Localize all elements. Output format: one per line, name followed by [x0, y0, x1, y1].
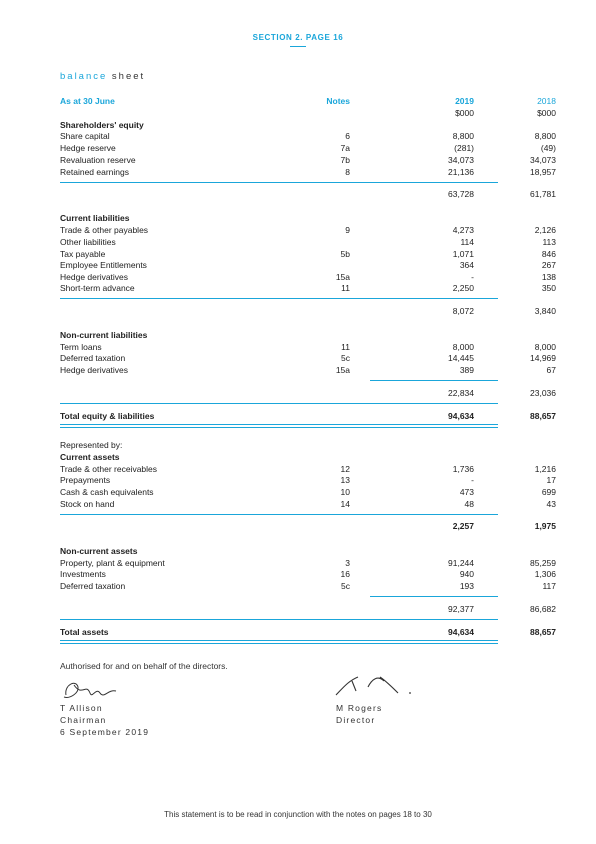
row-value-2019: 1,736 — [452, 464, 474, 474]
row-label: Other liabilities — [60, 237, 116, 247]
subtotal-row — [60, 188, 556, 200]
noncurrent-liabilities-heading — [60, 329, 498, 341]
row-value-2018: 699 — [541, 487, 556, 497]
row-note: 5b — [340, 249, 350, 259]
table-row — [60, 352, 556, 364]
section-label: Current assets — [60, 452, 120, 462]
unit-2018: $000 — [537, 108, 556, 118]
row-value-2018: 117 — [542, 581, 556, 591]
row-value-2019: 34,073 — [448, 155, 474, 165]
section-label: Non-current assets — [60, 546, 138, 556]
subtotal-2019: 63,728 — [448, 189, 474, 199]
row-value-2019: 2,250 — [452, 283, 474, 293]
subtotal-row — [60, 387, 556, 399]
signatory-1-name: T Allison — [60, 703, 103, 713]
row-value-2019: 8,000 — [452, 342, 474, 352]
row-value-2018: 113 — [542, 237, 556, 247]
signatory-2-role: Director — [336, 715, 376, 725]
signatory-1-role: Chairman — [60, 715, 107, 725]
row-label: Share capital — [60, 131, 110, 141]
row-value-2019: 193 — [459, 581, 474, 591]
document-title — [60, 71, 145, 82]
row-note: 12 — [340, 464, 350, 474]
divider — [370, 380, 498, 381]
row-value-2018: 67 — [546, 365, 556, 375]
signing-date: 6 September 2019 — [60, 727, 150, 737]
director-signature — [334, 673, 424, 699]
total-2019: 94,634 — [448, 627, 474, 637]
row-label: Trade & other payables — [60, 225, 149, 235]
row-value-2018: 138 — [541, 272, 556, 282]
divider — [60, 182, 498, 183]
title-part1: balance — [60, 71, 108, 82]
row-note: 13 — [340, 475, 350, 485]
row-value-2018: 85,259 — [530, 558, 556, 568]
row-value-2018: 2,126 — [534, 225, 556, 235]
total-assets-row — [60, 626, 556, 638]
row-label: Stock on hand — [60, 499, 115, 509]
total-label: Total equity & liabilities — [60, 411, 155, 421]
subtotal-2019: 2,257 — [452, 521, 474, 531]
header-2018: 2018 — [537, 96, 556, 106]
row-value-2019: 48 — [464, 499, 474, 509]
table-row — [60, 259, 556, 271]
table-row — [60, 166, 556, 178]
row-note: 5c — [341, 581, 350, 591]
row-value-2019: 940 — [459, 569, 474, 579]
unit-2019: $000 — [455, 108, 474, 118]
row-label: Prepayments — [60, 475, 111, 485]
table-row — [60, 224, 556, 236]
section-label: Current liabilities — [60, 213, 130, 223]
current-liabilities-heading — [60, 212, 498, 224]
row-value-2019: 14,445 — [448, 353, 474, 363]
row-label: Hedge reserve — [60, 143, 116, 153]
double-rule-top — [60, 424, 498, 425]
row-value-2018: 43 — [546, 499, 556, 509]
row-value-2019: 473 — [459, 487, 474, 497]
unit-row — [60, 107, 556, 119]
title-part2: sheet — [111, 71, 146, 82]
row-note: 14 — [340, 499, 350, 509]
represented-by — [60, 439, 498, 451]
row-value-2019: (281) — [454, 143, 474, 153]
section-label: Non-current liabilities — [60, 330, 148, 340]
header-notes: Notes — [326, 96, 350, 106]
row-value-2018: 34,073 — [530, 155, 556, 165]
row-note: 11 — [341, 283, 350, 293]
row-note: 3 — [345, 558, 350, 568]
row-note: 7b — [340, 155, 350, 165]
noncurrent-assets-heading — [60, 545, 498, 557]
subtotal-2019: 8,072 — [452, 306, 474, 316]
total-2018: 88,657 — [530, 627, 556, 637]
row-value-2019: - — [471, 475, 474, 485]
subtotal-row — [60, 520, 556, 532]
row-label: Hedge derivatives — [60, 272, 129, 282]
row-note: 7a — [340, 143, 350, 153]
row-label: Employee Entitlements — [60, 260, 147, 270]
row-value-2019: 8,800 — [452, 131, 474, 141]
subtotal-row — [60, 603, 556, 615]
table-row — [60, 364, 556, 376]
row-value-2018: 350 — [541, 283, 556, 293]
row-label: Retained earnings — [60, 167, 129, 177]
divider — [60, 403, 498, 404]
section-heading: SECTION 2. PAGE 16 — [252, 33, 344, 42]
row-value-2018: 14,969 — [530, 353, 556, 363]
section-underline — [290, 46, 306, 47]
divider — [60, 298, 498, 299]
divider — [60, 619, 498, 620]
row-value-2019: 114 — [460, 237, 474, 247]
row-note: 5c — [341, 353, 350, 363]
row-note: 9 — [345, 225, 350, 235]
represented-by-text: Represented by: — [60, 440, 123, 450]
row-label: Revaluation reserve — [60, 155, 136, 165]
signatory-1 — [60, 702, 149, 738]
total-2019: 94,634 — [448, 411, 474, 421]
subtotal-2018: 3,840 — [534, 306, 556, 316]
table-row — [60, 130, 556, 142]
row-value-2018: 18,957 — [530, 167, 556, 177]
equity-heading-text: Shareholders' equity — [60, 120, 144, 130]
total-equity-liabilities-row — [60, 410, 556, 422]
row-label: Hedge derivatives — [60, 365, 129, 375]
divider — [60, 514, 498, 515]
table-header — [60, 95, 556, 107]
signatory-2-name: M Rogers — [336, 703, 383, 713]
table-row — [60, 282, 556, 294]
subtotal-2018: 23,036 — [530, 388, 556, 398]
row-note: 6 — [345, 131, 350, 141]
table-row — [60, 154, 556, 166]
chairman-signature — [60, 677, 130, 703]
double-rule-bottom — [60, 643, 498, 644]
row-note: 10 — [340, 487, 350, 497]
subtotal-2019: 92,377 — [448, 604, 474, 614]
table-row — [60, 580, 556, 592]
row-note: 15a — [335, 272, 350, 282]
row-value-2018: 267 — [541, 260, 556, 270]
header-label: As at 30 June — [60, 96, 115, 106]
table-row — [60, 236, 556, 248]
table-row — [60, 142, 556, 154]
total-2018: 88,657 — [530, 411, 556, 421]
row-value-2019: 364 — [459, 260, 474, 270]
subtotal-row — [60, 305, 556, 317]
signatory-2 — [336, 702, 382, 726]
row-label: Property, plant & equipment — [60, 558, 165, 568]
table-row — [60, 474, 556, 486]
authorisation-text: Authorised for and on behalf of the directors. — [60, 661, 228, 671]
table-row — [60, 568, 556, 580]
row-label: Trade & other receivables — [60, 464, 158, 474]
row-value-2019: 4,273 — [452, 225, 474, 235]
row-value-2018: 1,216 — [534, 464, 556, 474]
row-label: Investments — [60, 569, 106, 579]
total-label: Total assets — [60, 627, 109, 637]
row-label: Cash & cash equivalents — [60, 487, 154, 497]
subtotal-2018: 86,682 — [530, 604, 556, 614]
subtotal-2018: 1,975 — [534, 521, 556, 531]
row-note: 16 — [340, 569, 350, 579]
row-note: 15a — [335, 365, 350, 375]
table-row — [60, 498, 556, 510]
subtotal-2019: 22,834 — [448, 388, 474, 398]
double-rule-top — [60, 640, 498, 641]
header-2019: 2019 — [455, 96, 474, 106]
row-value-2019: 389 — [459, 365, 474, 375]
row-value-2019: 21,136 — [448, 167, 474, 177]
row-label: Term loans — [60, 342, 102, 352]
row-value-2019: - — [471, 272, 474, 282]
current-assets-heading — [60, 451, 498, 463]
double-rule-bottom — [60, 427, 498, 428]
row-value-2018: 8,800 — [534, 131, 556, 141]
row-value-2018: (49) — [540, 143, 556, 153]
row-value-2018: 8,000 — [534, 342, 556, 352]
divider — [370, 596, 498, 597]
row-label: Tax payable — [60, 249, 106, 259]
table-row — [60, 486, 556, 498]
row-value-2018: 17 — [546, 475, 556, 485]
row-value-2018: 1,306 — [534, 569, 556, 579]
subtotal-2018: 61,781 — [530, 189, 556, 199]
row-value-2019: 91,244 — [448, 558, 474, 568]
row-label: Deferred taxation — [60, 353, 126, 363]
row-value-2019: 1,071 — [452, 249, 474, 259]
row-label: Deferred taxation — [60, 581, 126, 591]
footer-note: This statement is to be read in conjunction with the notes on pages 18 to 30 — [164, 810, 432, 819]
row-label: Short-term advance — [60, 283, 135, 293]
row-value-2018: 846 — [541, 249, 556, 259]
row-note: 8 — [345, 167, 350, 177]
row-note: 11 — [341, 342, 350, 352]
